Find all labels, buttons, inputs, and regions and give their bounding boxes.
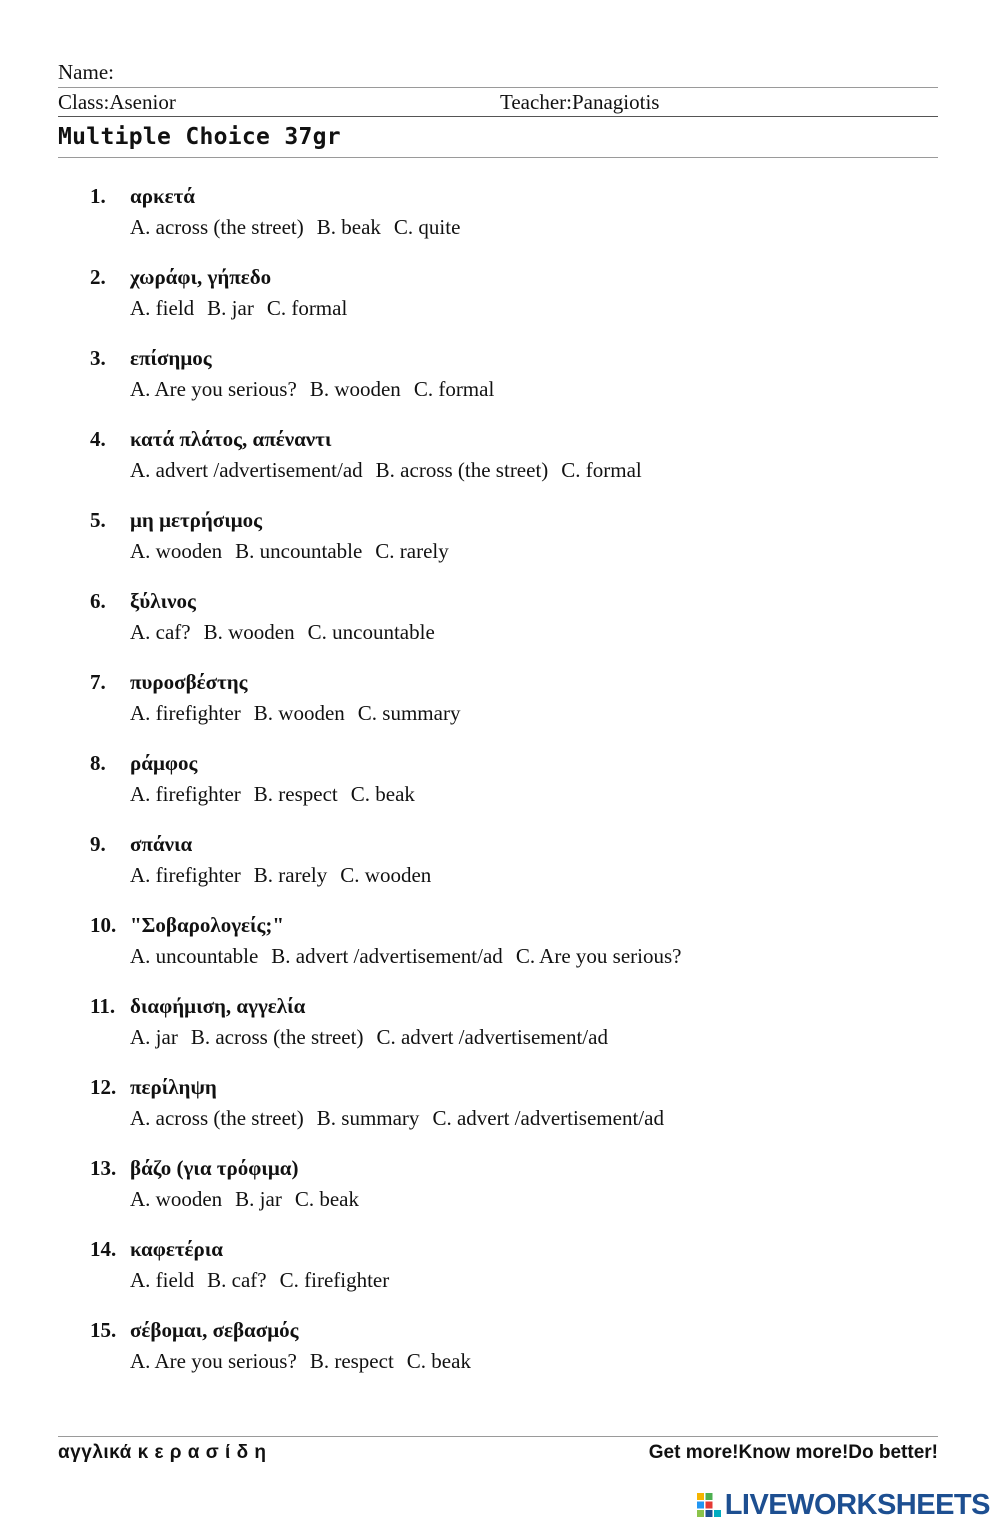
answer-option[interactable]: C. formal (413, 377, 495, 401)
question-item (0, 263, 1000, 344)
answer-options (130, 296, 360, 321)
question-prompt: καφετέρια (130, 1237, 223, 1261)
question-prompt: ράμφος (130, 751, 198, 775)
answer-option[interactable]: A. across (the street) (130, 1106, 304, 1130)
question-list (0, 182, 1000, 1397)
answer-option[interactable]: C. rarely (375, 539, 449, 563)
question-prompt: ξύλινος (130, 589, 196, 613)
question-prompt: μη μετρήσιμος (130, 508, 262, 532)
answer-option[interactable]: B. advert /advertisement/ad (271, 944, 503, 968)
question-number: 9. (90, 832, 106, 856)
question-number: 4. (90, 427, 106, 451)
answer-option[interactable]: A. field (130, 296, 195, 320)
answer-option[interactable]: B. respect (309, 1349, 394, 1373)
answer-option[interactable]: B. summary (316, 1106, 420, 1130)
question-item (0, 749, 1000, 830)
answer-options (130, 620, 448, 645)
answer-option[interactable]: C. advert /advertisement/ad (376, 1025, 608, 1049)
liveworksheets-brand[interactable] (696, 1490, 990, 1520)
question-prompt: διαφήμιση, αγγελία (130, 994, 306, 1018)
answer-option[interactable]: B. jar (235, 1187, 282, 1211)
question-number: 13. (90, 1156, 117, 1180)
answer-option[interactable]: A. across (the street) (130, 215, 304, 239)
question-item (0, 1316, 1000, 1397)
answer-options (130, 458, 655, 483)
brand-text: LIVEWORKSHEETS (724, 1488, 990, 1521)
answer-option[interactable]: C. Are you serious? (515, 944, 682, 968)
footer-tagline: Get more!Know more!Do better! (648, 1442, 938, 1463)
answer-options (130, 1268, 402, 1293)
answer-option[interactable]: A. advert /advertisement/ad (130, 458, 363, 482)
answer-option[interactable]: B. across (the street) (375, 458, 549, 482)
answer-option[interactable]: C. summary (357, 701, 461, 725)
answer-options (130, 1349, 484, 1374)
question-number: 7. (90, 670, 106, 694)
question-number: 6. (90, 589, 106, 613)
answer-option[interactable]: C. beak (294, 1187, 359, 1211)
answer-option[interactable]: A. firefighter (130, 701, 241, 725)
question-prompt: χωράφι, γήπεδο (130, 265, 272, 289)
answer-option[interactable]: C. beak (406, 1349, 471, 1373)
answer-option[interactable]: C. wooden (340, 863, 432, 887)
question-item (0, 1235, 1000, 1316)
question-prompt: επίσημος (130, 346, 212, 370)
answer-option[interactable]: A. wooden (130, 539, 223, 563)
answer-option[interactable]: B. caf? (207, 1268, 267, 1292)
question-number: 12. (90, 1075, 117, 1099)
answer-option[interactable]: A. firefighter (130, 863, 241, 887)
answer-option[interactable]: A. Are you serious? (130, 377, 297, 401)
question-prompt: βάζο (για τρόφιμα) (130, 1156, 299, 1180)
question-item (0, 506, 1000, 587)
answer-options (130, 863, 444, 888)
answer-options (130, 1187, 372, 1212)
question-number: 15. (90, 1318, 117, 1342)
answer-option[interactable]: C. advert /advertisement/ad (432, 1106, 664, 1130)
question-prompt: περίληψη (130, 1075, 217, 1099)
question-item (0, 911, 1000, 992)
answer-options (130, 782, 428, 807)
answer-option[interactable]: B. beak (316, 215, 381, 239)
answer-option[interactable]: C. firefighter (279, 1268, 390, 1292)
question-prompt: αρκετά (130, 184, 195, 208)
question-item (0, 344, 1000, 425)
answer-option[interactable]: A. jar (130, 1025, 178, 1049)
answer-options (130, 701, 473, 726)
worksheet-title: Multiple Choice 37gr (58, 124, 341, 150)
question-number: 11. (90, 994, 116, 1018)
question-prompt: κατά πλάτος, απέναντι (130, 427, 332, 451)
question-number: 5. (90, 508, 106, 532)
question-prompt: "Σοβαρολογείς;" (130, 913, 285, 937)
answer-options (130, 539, 462, 564)
question-item (0, 425, 1000, 506)
footer-divider (58, 1436, 938, 1437)
question-item (0, 992, 1000, 1073)
question-item (0, 1154, 1000, 1235)
answer-option[interactable]: A. caf? (130, 620, 191, 644)
question-number: 1. (90, 184, 106, 208)
question-item (0, 830, 1000, 911)
teacher-label: Teacher:Panagiotis (500, 90, 660, 114)
answer-option[interactable]: C. formal (266, 296, 348, 320)
answer-options (130, 377, 507, 402)
answer-option[interactable]: C. beak (350, 782, 415, 806)
question-prompt: πυροσβέστης (130, 670, 248, 694)
header-divider-top (58, 87, 938, 88)
question-item (0, 182, 1000, 263)
answer-option[interactable]: B. wooden (309, 377, 401, 401)
header-divider-bottom (58, 116, 938, 117)
question-item (0, 1073, 1000, 1154)
answer-options (130, 1025, 621, 1050)
answer-option[interactable]: A. firefighter (130, 782, 241, 806)
title-divider (58, 157, 938, 158)
answer-options (130, 944, 694, 969)
answer-options (130, 215, 473, 240)
answer-option[interactable]: B. respect (253, 782, 338, 806)
answer-option[interactable]: B. across (the street) (190, 1025, 364, 1049)
answer-option[interactable]: B. rarely (253, 863, 328, 887)
question-number: 10. (90, 913, 117, 937)
answer-option[interactable]: C. uncountable (307, 620, 435, 644)
question-prompt: σέβομαι, σεβασμός (130, 1318, 299, 1342)
question-prompt: σπάνια (130, 832, 193, 856)
question-number: 2. (90, 265, 106, 289)
name-label: Name: (58, 60, 114, 84)
answer-option[interactable]: B. uncountable (235, 539, 363, 563)
class-label: Class:Asenior (58, 90, 176, 114)
answer-options (130, 1106, 677, 1131)
answer-option[interactable]: A. Are you serious? (130, 1349, 297, 1373)
answer-option[interactable]: A. field (130, 1268, 195, 1292)
liveworksheets-logo-icon (696, 1492, 722, 1518)
question-item (0, 668, 1000, 749)
answer-option[interactable]: A. uncountable (130, 944, 259, 968)
answer-option[interactable]: C. quite (393, 215, 461, 239)
answer-option[interactable]: A. wooden (130, 1187, 223, 1211)
question-item (0, 587, 1000, 668)
question-number: 14. (90, 1237, 117, 1261)
question-number: 8. (90, 751, 106, 775)
answer-option[interactable]: B. wooden (203, 620, 295, 644)
answer-option[interactable]: B. wooden (253, 701, 345, 725)
answer-option[interactable]: B. jar (207, 296, 254, 320)
answer-option[interactable]: C. formal (561, 458, 642, 482)
question-number: 3. (90, 346, 106, 370)
footer-left-text: αγγλικά κ ε ρ α σ ί δ η (58, 1442, 267, 1463)
